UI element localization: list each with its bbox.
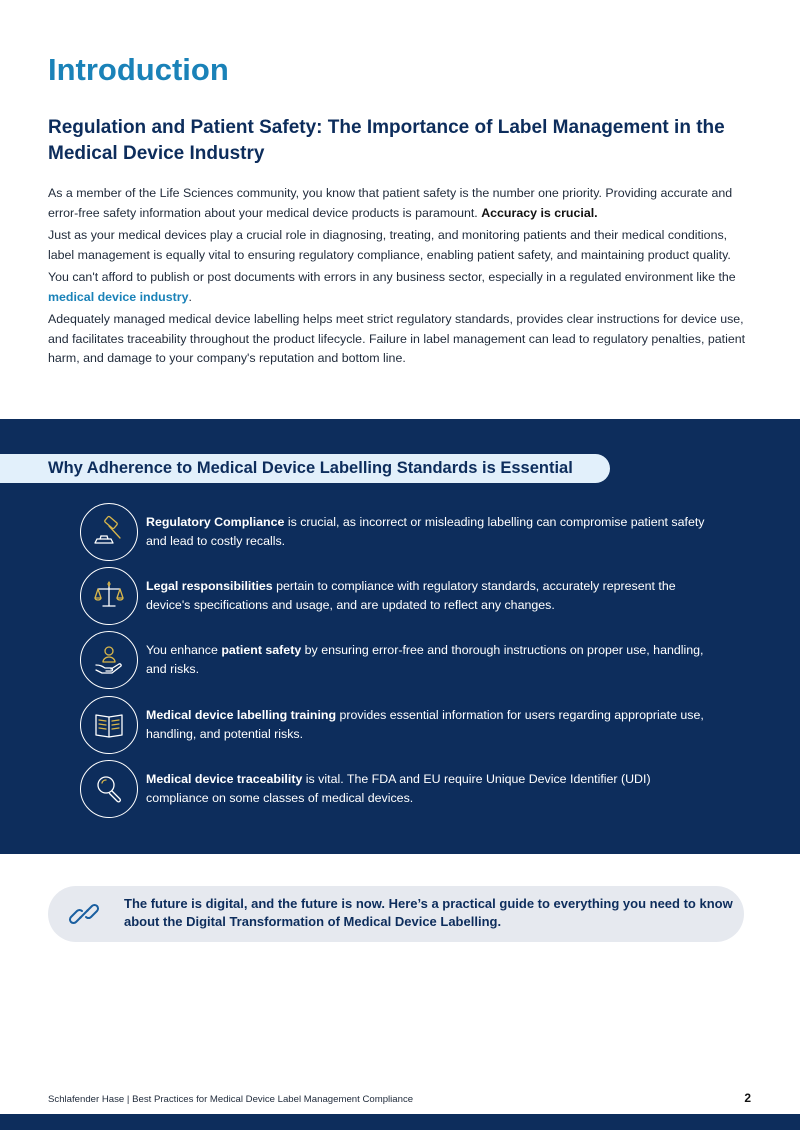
link-icon <box>66 896 102 932</box>
open-book-icon <box>80 696 138 754</box>
item-text: Medical device labelling training provides essential information for users regarding appropriate use, handling, and potential risks. <box>146 708 704 741</box>
page-title: Introduction <box>48 52 229 87</box>
magnifier-icon <box>80 760 138 818</box>
medical-device-industry-link[interactable]: medical device industry <box>48 289 189 304</box>
intro-paragraph-1: As a member of the Life Sciences community, you know that patient safety is the number one priority. Providing accurate and error-free safety information about your medical device products is paramount. Accuracy is crucial. <box>48 186 733 220</box>
item-text: Legal responsibilities pertain to compliance with regulatory standards, accurately represent the device's specifications and usage, and are updated to reflect any changes. <box>146 579 676 612</box>
intro-paragraph-3: You can't afford to publish or post documents with errors in any business sector, especially in a regulated environment like the medical device industry. <box>48 270 736 304</box>
list-item-labelling-training <box>80 696 740 754</box>
intro-body <box>48 184 748 372</box>
item-text: You enhance patient safety by ensuring error-free and thorough instructions on proper use, handling, and risks. <box>146 643 704 676</box>
accuracy-emphasis: Accuracy is crucial. <box>481 205 598 220</box>
scales-icon <box>80 567 138 625</box>
list-item-regulatory-compliance <box>80 503 740 561</box>
footer-text: Schlafender Hase | Best Practices for Medical Device Label Management Compliance <box>48 1094 414 1105</box>
footer-bar <box>0 1114 800 1130</box>
patient-care-icon <box>80 631 138 689</box>
panel-heading: Why Adherence to Medical Device Labelling Standards is Essential <box>48 459 573 477</box>
digital-guide-callout[interactable] <box>48 886 744 942</box>
list-item-patient-safety <box>80 631 740 689</box>
panel-heading-tab <box>0 454 610 483</box>
list-item-legal-responsibilities <box>80 567 740 625</box>
item-text: Medical device traceability is vital. The FDA and EU require Unique Device Identifier (UDI) compliance on some classes of medical devices. <box>146 772 651 805</box>
item-text: Regulatory Compliance is crucial, as incorrect or misleading labelling can compromise patient safety and lead to costly recalls. <box>146 515 705 548</box>
page-number: 2 <box>744 1091 751 1105</box>
section-heading: Regulation and Patient Safety: The Importance of Label Management in the Medical Device Industry <box>48 117 725 164</box>
callout-text[interactable]: The future is digital, and the future is now. Here’s a practical guide to everything you need to know about the Digital Transformation of Medical Device Labelling. <box>124 896 733 929</box>
intro-paragraph-2: Just as your medical devices play a crucial role in diagnosing, treating, and monitoring patients and their medical conditions, label management is equally vital to ensuring regulatory compliance, enabling patient safety, and maintaining product quality. <box>48 228 731 262</box>
gavel-icon <box>80 503 138 561</box>
standards-panel <box>0 419 800 854</box>
intro-paragraph-4: Adequately managed medical device labelling helps meet strict regulatory standards, provides clear instructions for device use, and facilitates traceability throughout the product lifecycle. Failure in label management can lead to regulatory penalties, patient harm, and damage to your company's reputation and bottom line. <box>48 312 746 365</box>
list-item-traceability <box>80 760 740 818</box>
